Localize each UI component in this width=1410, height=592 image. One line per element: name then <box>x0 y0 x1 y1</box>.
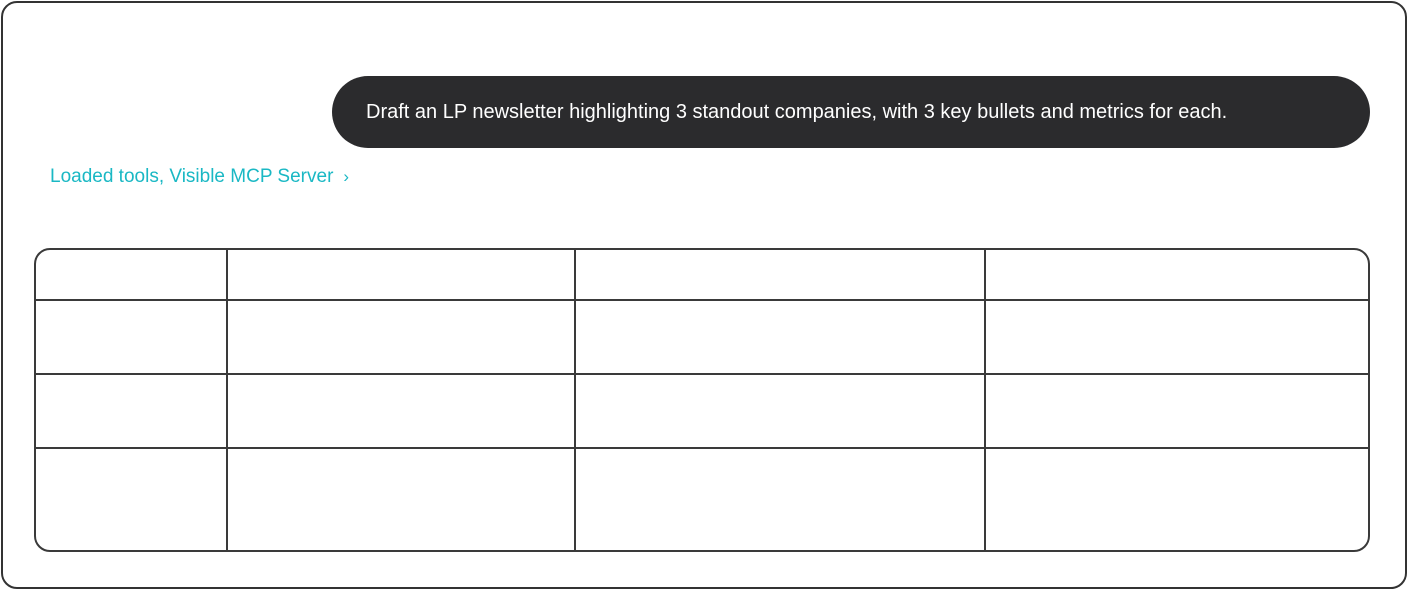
user-message-text: Draft an LP newsletter highlighting 3 standout companies, with 3 key bullets and metrics for each. <box>366 101 1228 123</box>
results-table <box>34 248 1370 552</box>
loaded-tools-label: Loaded tools, Visible MCP Server <box>50 166 334 187</box>
header-row-divider <box>36 299 1368 301</box>
column-divider <box>574 250 576 550</box>
row-divider <box>36 447 1368 449</box>
loaded-tools-link[interactable] <box>50 164 349 190</box>
column-divider <box>226 250 228 550</box>
chevron-right-icon: › <box>343 167 350 186</box>
column-divider <box>984 250 986 550</box>
row-divider <box>36 373 1368 375</box>
user-message-bubble <box>332 76 1370 148</box>
